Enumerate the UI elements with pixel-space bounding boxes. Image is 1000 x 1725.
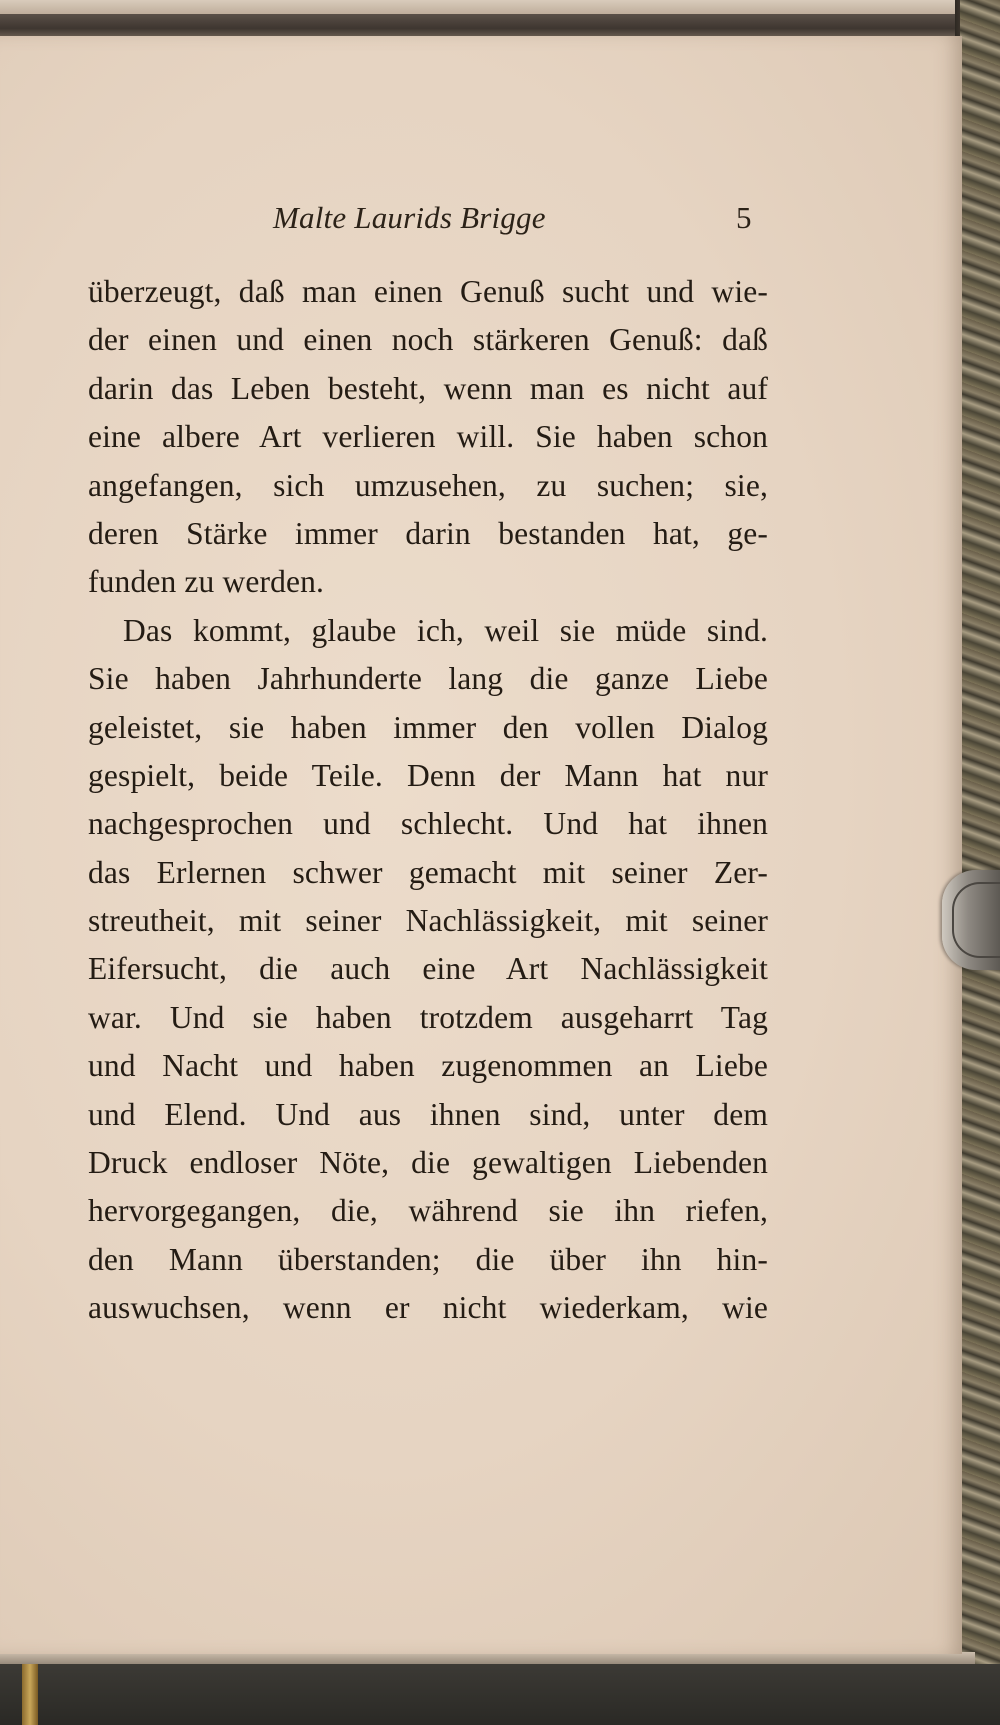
text-line: geleistet, sie haben immer den vollen Dialog [88, 709, 768, 745]
text-line: deren Stärke immer darin bestanden hat, ge- [88, 515, 768, 551]
text-line: und Nacht und haben zugenommen an Liebe [88, 1048, 768, 1084]
bookmark-ribbon [22, 1664, 38, 1725]
body-text [88, 268, 768, 1333]
text-line: überzeugt, daß man einen Genuß sucht und wie- [88, 274, 768, 309]
text-line: Eifersucht, die auch eine Art Nachlässigkeit [88, 951, 768, 987]
text-line: war. Und sie haben trotzdem ausgeharrt Tag [88, 999, 768, 1035]
text-line: funden zu werden. [88, 564, 325, 600]
text-line: darin das Leben besteht, wenn man es nicht auf [88, 370, 768, 406]
text-line: Druck endloser Nöte, die gewaltigen Liebenden [88, 1145, 768, 1181]
text-line: das Erlernen schwer gemacht mit seiner Zer- [88, 854, 768, 890]
text-line: Das kommt, glaube ich, weil sie müde sind. [123, 612, 768, 648]
text-line: nachgesprochen und schlecht. Und hat ihnen [88, 806, 768, 842]
text-line: und Elend. Und aus ihnen sind, unter dem [88, 1096, 768, 1132]
text-line: Sie haben Jahrhunderte lang die ganze Liebe [88, 661, 768, 697]
running-title: Malte Laurids Brigge [273, 200, 546, 235]
text-line: streutheit, mit seiner Nachlässigkeit, mit seiner [88, 903, 768, 939]
text-line: auswuchsen, wenn er nicht wiederkam, wie [88, 1290, 768, 1326]
page-clip-inner [952, 882, 1000, 958]
text-line: angefangen, sich umzusehen, zu suchen; sie, [88, 467, 768, 503]
bottom-scan-band [0, 1664, 1000, 1725]
text-line: eine albere Art verlieren will. Sie haben schon [88, 419, 768, 455]
text-line: den Mann überstanden; die über ihn hin- [88, 1241, 768, 1277]
text-line: der einen und einen noch stärkeren Genuß: daß [88, 322, 768, 358]
text-line: hervorgegangen, die, während sie ihn riefen, [88, 1193, 768, 1229]
running-head [0, 200, 962, 240]
page-number: 5 [736, 200, 752, 235]
top-edge-shadow [0, 14, 960, 38]
top-page-edge [0, 0, 960, 14]
book-spine-edge [960, 0, 1000, 1725]
text-line: gespielt, beide Teile. Denn der Mann hat nur [88, 757, 768, 793]
